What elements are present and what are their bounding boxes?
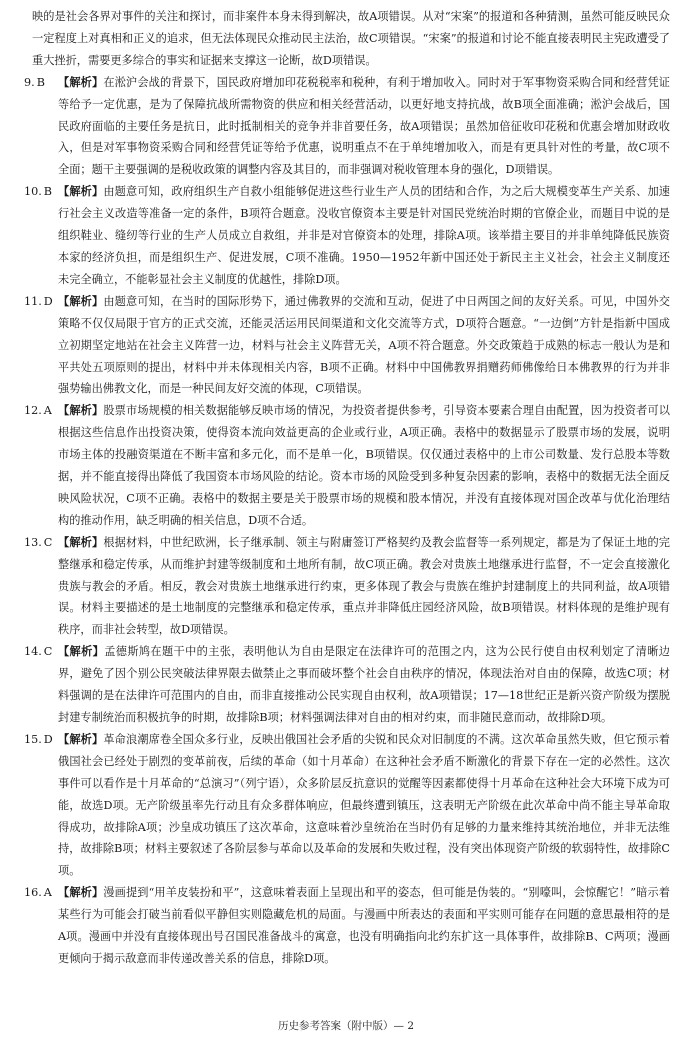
answer-letter: C <box>43 645 53 659</box>
question-index: 16. <box>24 886 42 900</box>
answer-item <box>24 641 670 729</box>
question-index: 10. <box>24 185 42 199</box>
analysis-tag: 【解析】 <box>58 293 104 308</box>
analysis-content: 由题意可知，在当时的国际形势下，通过佛教界的交流和互动，促进了中日两国之间的友好关系。可见，中国外交策略不仅仅局限于官方的正式交流，还能灵活运用民间渠道和文化交流等方式，D项符合题意。“一边倒”方针是指新中国成立初期坚定地站在社会主义阵营一边，材料与社会主义阵营无关，A项不符合题意。外交政策趋于成熟的标志一般认为是和平共处五项原则的提出，材料中并未体现相关内容，B项不正确。材料中中国佛教界捐赠药师佛像给日本佛教界的行为并非强势输出佛教文化，而是一种民间友好交流的体现，C项错误。 <box>58 294 670 396</box>
analysis-tag: 【解析】 <box>58 184 104 199</box>
explanation-text <box>58 532 670 642</box>
question-number <box>24 291 58 401</box>
continued-explanation: 映的是社会各界对事件的关注和探讨，而非案件本身未得到解决，故A项错误。从对“宋案”的报道和各种猜测，虽然可能反映民众一定程度上对真相和正义的追求，但无法体现民众推动民主法治，故C项错误。“宋案”的报道和讨论不能直接表明民主宪政遭受了重大挫折，需要更多综合的事实和证据来支撑这一论断，故D项错误。 <box>32 10 670 67</box>
question-number <box>24 72 58 182</box>
answer-letter: D <box>43 294 53 308</box>
analysis-tag: 【解析】 <box>58 74 104 89</box>
analysis-content: 由题意可知，政府组织生产自救小组能够促进这些行业生产人员的团结和合作，为之后大规模变革生产关系、加速行社会主义改造等准备一定的条件，B项符合题意。没收官僚资本主要是针对国民党统治时期的官僚企业，而题目中说的是组织鞋业、缝纫等行业的生产人员成立自救组，并非是对官僚资本的处理，排除A项。该举措主要目的并非单纯降低民族资本家的经济负担，而是组织生产、促进发展，C项不准确。1950—1952年新中国还处于新民主主义社会，社会主义制度还未完全确立，不能彰显社会主义制度的优越性，排除D项。 <box>58 185 670 286</box>
analysis-tag: 【解析】 <box>58 403 104 418</box>
question-index: 12. <box>24 404 42 418</box>
answer-item <box>24 532 670 642</box>
explanation-text <box>58 181 670 291</box>
analysis-content: 孟德斯鸠在题干中的主张，表明他认为自由是限定在法律许可的范围之内，这为公民行使自由权利划定了清晰边界，避免了因个别公民突破法律界限去做禁止之事而破坏整个社会自由秩序的情况，体现法治对自由的保障，故选C项；材料强调的是在法律许可范围内的自由，而非直接推动公民实现自由权利，故A项错误；17—18世纪正是新兴资产阶级为摆脱封建专制统治而积极抗争的时期，故排除B项；材料强调法律对自由的相对约束，而非随民意而动，故排除D项。 <box>58 645 670 724</box>
answer-letter: B <box>36 75 45 89</box>
question-number <box>24 181 58 291</box>
analysis-content: 在淞沪会战的背景下，国民政府增加印花税税率和税种，有利于增加收入。同时对于军事物资采购合同和经营凭证等给予一定优惠，是为了保障抗战所需物资的供应和相关经营活动，以更好地支持抗战，故B项全面准确；淞沪会战后，国民政府面临的主要任务是抗日，此时抵制相关的竞争并非首要任务，故A项错误；虽然加倍征收印花税和优惠会增加财政收入，但是对军事物资采购合同和经营凭证等给予优惠，说明重点不在于单纯增加收入，而是有更具针对性的考量，故C项不全面；题干主要强调的是税收政策的调整内容及其目的，而非强调对税收管理本身的强化，D项错误。 <box>58 75 670 177</box>
question-index: 11. <box>24 294 42 308</box>
answer-letter: C <box>43 535 53 549</box>
analysis-content: 漫画提到“用羊皮装扮和平”，这意味着表面上呈现出和平的姿态，但可能是伪装的。“别嚎叫，会惊醒它！”暗示着某些行为可能会打破当前看似平静但实则隐藏危机的局面。与漫画中所表达的表面和平实则可能存在问题的意思最相符的是A项。漫画中并没有直接体现出号召国民准备战斗的寓意，也没有明确指向北约东扩这一具体事件，故排除B、C两项；漫画更倾向于揭示敌意而非传递改善关系的信息，排除D项。 <box>58 886 670 965</box>
analysis-content: 革命浪潮席卷全国众多行业，反映出俄国社会矛盾的尖锐和民众对旧制度的不满。这次革命虽然失败，但它预示着俄国社会已经处于剧烈的变革前夜，后续的革命（如十月革命）在这种社会矛盾不断激化的背景下存在一定的必然性。这次事件可以看作是十月革命的“总演习”（列宁语），众多阶层反抗意识的觉醒等因素都使得十月革命在这种社会大环境下成为可能，故选D项。无产阶级虽率先行动且有众多群体响应，但最终遭到镇压，这表明无产阶级在此次革命中尚不能主导革命取得成功，故排除A项；沙皇成功镇压了这次革命，这意味着沙皇统治在当时仍有足够的力量来维持其统治地位，并非无法维持，故排除B项；材料主要叙述了各阶层参与革命以及革命的发展和失败过程，没有突出体现资产阶级的软弱特性，故排除C项。 <box>58 732 670 878</box>
page-footer: 历史参考答案（附中版）— 2 <box>277 1020 415 1032</box>
question-number <box>24 882 58 970</box>
answer-list <box>24 72 670 970</box>
explanation-text <box>58 400 670 531</box>
analysis-tag: 【解析】 <box>58 644 105 659</box>
answer-item <box>24 400 670 531</box>
answer-item <box>24 291 670 401</box>
answer-item <box>24 882 670 970</box>
question-number <box>24 729 58 882</box>
explanation-text <box>58 641 670 729</box>
analysis-tag: 【解析】 <box>58 534 104 549</box>
answer-item <box>24 729 670 882</box>
answer-letter: A <box>43 404 52 418</box>
answer-item <box>24 72 670 182</box>
question-index: 15. <box>24 732 42 746</box>
answer-letter: D <box>43 732 53 746</box>
answer-letter: A <box>43 886 52 900</box>
question-number <box>24 400 58 531</box>
analysis-tag: 【解析】 <box>58 885 104 900</box>
question-number <box>24 641 58 729</box>
answer-letter: B <box>43 185 53 199</box>
explanation-text <box>58 729 670 882</box>
question-index: 9. <box>24 75 35 89</box>
question-number <box>24 532 58 642</box>
answer-item <box>24 181 670 291</box>
explanation-text <box>58 882 670 970</box>
analysis-content: 股票市场规模的相关数据能够反映市场的情况，为投资者提供参考，引导资本要素合理自由配置，因为投资者可以根据这些信息作出投资决策，使得资本流向效益更高的企业或行业，A项正确。表格中的数据显示了股票市场的发展，说明市场主体的投融资渠道在不断丰富和多元化，而不是单一化，B项错误。仅仅通过表格中的上市公司数量、发行总股本等数据，并不能直接得出降低了我国资本市场风险的结论。资本市场的风险受到多种复杂因素的影响，表格中的数据无法全面反映风险状况，C项不正确。表格中的数据主要是关于股票市场的规模和股本情况，并没有直接体现对国企改革与优化治理结构的推动作用，缺乏明确的相关信息，D项不合适。 <box>58 404 670 527</box>
explanation-text <box>58 291 670 401</box>
analysis-tag: 【解析】 <box>58 731 104 746</box>
explanation-text <box>58 72 670 182</box>
question-index: 13. <box>24 535 42 549</box>
analysis-content: 根据材料，中世纪欧洲，长子继承制、领主与附庸签订严格契约及教会监督等一系列规定，都是为了保证土地的完整继承和稳定传承，从而维护封建等级制度和土地所有制，故C项正确。教会对贵族土地继承进行监督，不一定会直接激化贵族与教会的矛盾。相反，教会对贵族土地继承进行约束，更多体现了教会与贵族在维护封建制度上的共同利益，故A项错误。材料主要描述的是土地制度的完整继承和稳定传承，重点并非降低庄园经济风险，故B项错误。材料体现的是维护现有秩序，而非社会转型，故D项错误。 <box>58 535 670 637</box>
question-index: 14. <box>24 645 42 659</box>
